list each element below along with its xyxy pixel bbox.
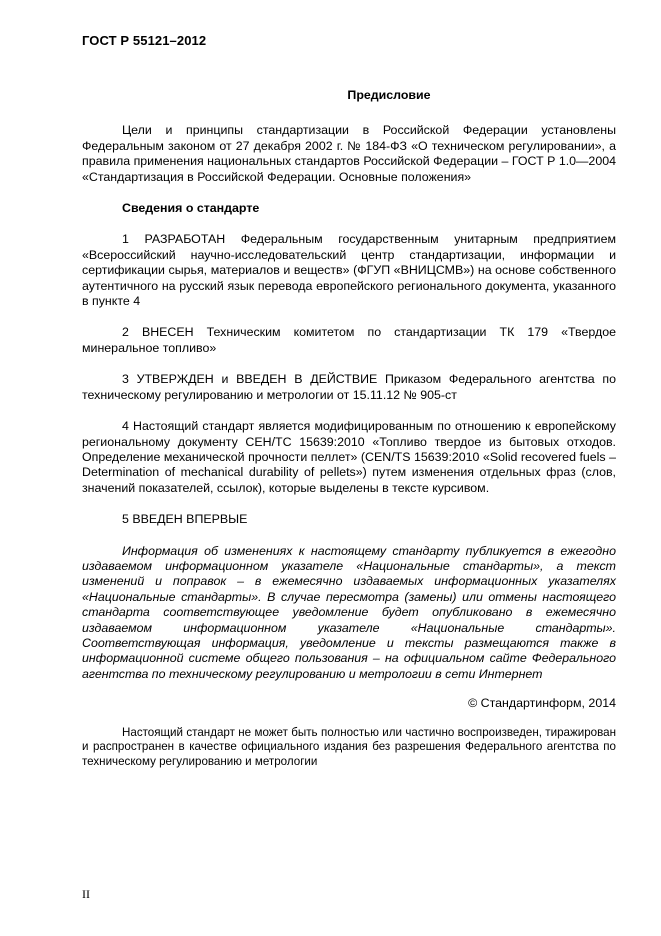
- standard-info-item-5: 5 ВВЕДЕН ВПЕРВЫЕ: [122, 512, 248, 527]
- page-content: [82, 88, 616, 769]
- foreword-title: Предисловие: [347, 88, 431, 102]
- foreword-intro-paragraph: Цели и принципы стандартизации в Российской Федерации установлены Федеральным законом от 27 декабря 2002 г. № 184-ФЗ «О техническом регулировании», а правила применения национальных стандартов Российской Федерации – ГОСТ Р 1.0—2004 «Стандартизация в Российской Федерации. Основные положения»: [82, 123, 616, 184]
- reproduction-notice: Настоящий стандарт не может быть полностью или частично воспроизведен, тиражирован и распространен в качестве официального издания без разрешения Федерального агентства по техническому регулированию и метрологии: [82, 725, 616, 768]
- standard-info-item-3: 3 УТВЕРЖДЕН и ВВЕДЕН В ДЕЙСТВИЕ Приказом Федерального агентства по техническому регулированию и метрологии от 15.11.12 № 905-ст: [82, 372, 616, 402]
- document-code-header: ГОСТ Р 55121–2012: [82, 33, 207, 48]
- change-info-paragraph: Информация об изменениях к настоящему стандарту публикуется в ежегодно издаваемом информационном указателе «Национальные стандарты», а текст изменений и поправок – в ежемесячно издаваемых информационных указателях «Национальные стандарты». В случае пересмотра (замены) или отмены настоящего стандарта соответствующее уведомление будет опубликовано в ежемесячно издаваемом информационном указателе «Национальные стандарты». Соответствующая информация, уведомление и тексты размещаются также в информационной системе общего пользования – на официальном сайте Федерального агентства по техническому регулированию и метрологии в сети Интернет: [82, 543, 616, 681]
- standard-info-item-2: 2 ВНЕСЕН Техническим комитетом по стандартизации ТК 179 «Твердое минеральное топливо»: [82, 325, 616, 355]
- page-number: II: [82, 887, 90, 901]
- standard-info-item-1: 1 РАЗРАБОТАН Федеральным государственным унитарным предприятием «Всероссийский научно-исследовательский центр стандартизации, информации и сертификации сырья, материалов и веществ» (ФГУП «ВНИЦСМВ») на основе собственного аутентичного на русский язык перевода европейского регионального документа, указанного в пункте 4: [82, 232, 616, 309]
- standard-info-item-4: 4 Настоящий стандарт является модифицированным по отношению к европейскому региональному документу СЕН/ТС 15639:2010 «Топливо твердое из бытовых отходов. Определение механической прочности пеллет» (CEN/TS 15639:2010 «Solid recovered fuels – Determination of mechanical durability of pellets») путем изменения отдельных фраз (слов, значений показателей, ссылок), которые выделены в тексте курсивом.: [82, 419, 616, 495]
- copyright-line: © Стандартинформ, 2014: [468, 696, 616, 711]
- standard-info-heading: Сведения о стандарте: [122, 201, 260, 216]
